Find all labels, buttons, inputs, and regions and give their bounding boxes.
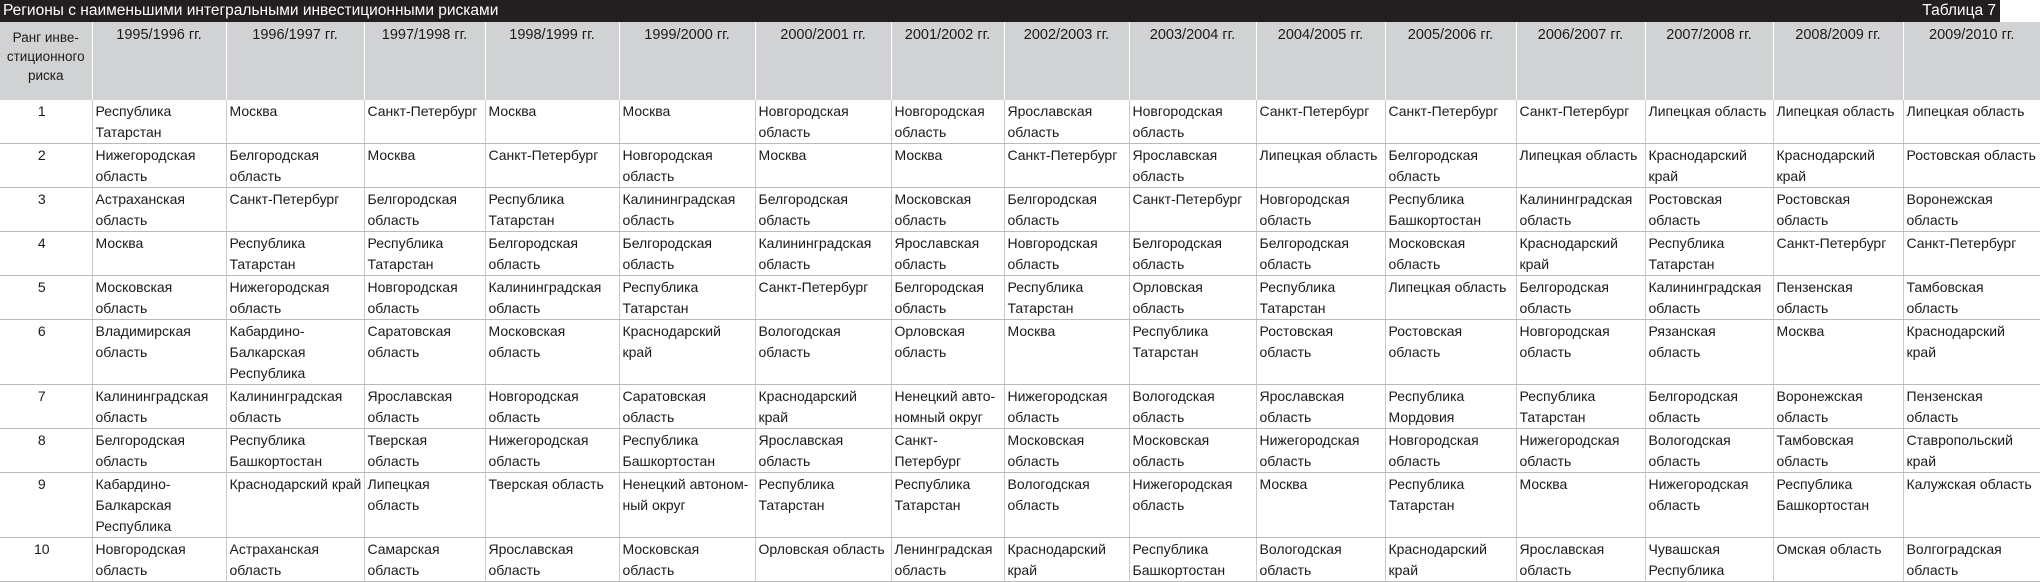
region-cell: Новгородская область — [92, 538, 226, 582]
table-row — [0, 232, 2040, 276]
region-cell: Ростовская область — [1385, 320, 1516, 385]
region-cell: Краснодарский край — [619, 320, 755, 385]
rank-cell: 2 — [0, 144, 92, 188]
region-cell: Волгоградская область — [1903, 538, 2040, 582]
region-cell: Санкт-Петербург — [1004, 144, 1129, 188]
region-cell: Воронежская область — [1903, 188, 2040, 232]
rank-cell: 3 — [0, 188, 92, 232]
region-cell: Москва — [755, 144, 891, 188]
year-column-header: 2000/2001 гг. — [755, 22, 891, 100]
region-cell: Республика Татарстан — [92, 100, 226, 144]
region-cell: Санкт-Петербург — [1516, 100, 1645, 144]
region-cell: Краснодарский край — [1645, 144, 1773, 188]
region-cell: Калининградская область — [1516, 188, 1645, 232]
region-cell: Республика Татарстан — [1256, 276, 1385, 320]
region-cell: Липецкая область — [1773, 100, 1903, 144]
region-cell: Ярославская область — [1516, 538, 1645, 582]
region-cell: Белгородская область — [485, 232, 619, 276]
region-cell: Ростовская область — [1645, 188, 1773, 232]
region-cell: Московская область — [891, 188, 1004, 232]
region-cell: Москва — [92, 232, 226, 276]
region-cell: Краснодарский край — [226, 473, 364, 538]
region-cell: Республика Башкортостан — [226, 429, 364, 473]
region-cell: Республика Татарстан — [755, 473, 891, 538]
region-cell: Нижегородская область — [1256, 429, 1385, 473]
region-cell: Белгородская область — [755, 188, 891, 232]
year-column-header: 2009/2010 гг. — [1903, 22, 2040, 100]
region-cell: Новгородская область — [364, 276, 485, 320]
year-column-header: 1999/2000 гг. — [619, 22, 755, 100]
region-cell: Республика Татарстан — [619, 276, 755, 320]
region-cell: Нижегородская область — [1004, 385, 1129, 429]
region-cell: Санкт-Петербург — [891, 429, 1004, 473]
region-cell: Белгородская область — [1385, 144, 1516, 188]
year-column-header: 1997/1998 гг. — [364, 22, 485, 100]
region-cell: Белгородская область — [92, 429, 226, 473]
region-cell: Белгородская область — [226, 144, 364, 188]
table-row — [0, 320, 2040, 385]
region-cell: Ненецкий авто-номный округ — [891, 385, 1004, 429]
region-cell: Республика Татарстан — [1129, 320, 1256, 385]
title-bar — [0, 0, 2000, 22]
region-cell: Калининградская область — [485, 276, 619, 320]
region-cell: Краснодарский край — [755, 385, 891, 429]
region-cell: Орловская область — [755, 538, 891, 582]
region-cell: Тамбовская область — [1903, 276, 2040, 320]
region-cell: Астраханская область — [226, 538, 364, 582]
region-cell: Республика Башкортостан — [619, 429, 755, 473]
table-row — [0, 188, 2040, 232]
region-cell: Ярославская область — [485, 538, 619, 582]
rank-cell: 4 — [0, 232, 92, 276]
rank-cell: 1 — [0, 100, 92, 144]
region-cell: Краснодарский край — [1385, 538, 1516, 582]
region-cell: Москва — [1516, 473, 1645, 538]
region-cell: Санкт-Петербург — [1773, 232, 1903, 276]
region-cell: Нижегородская область — [1516, 429, 1645, 473]
region-cell: Нижегородская область — [1645, 473, 1773, 538]
region-cell: Белгородская область — [1004, 188, 1129, 232]
region-cell: Саратовская область — [364, 320, 485, 385]
year-column-header: 2002/2003 гг. — [1004, 22, 1129, 100]
region-cell: Вологодская область — [1004, 473, 1129, 538]
region-cell: Нижегородская область — [226, 276, 364, 320]
rank-cell: 8 — [0, 429, 92, 473]
region-cell: Вологодская область — [1645, 429, 1773, 473]
year-column-header: 1996/1997 гг. — [226, 22, 364, 100]
region-cell: Санкт-Петербург — [755, 276, 891, 320]
region-cell: Белгородская область — [1256, 232, 1385, 276]
risk-table — [0, 22, 2040, 582]
region-cell: Вологодская область — [1129, 385, 1256, 429]
region-cell: Ярославская область — [364, 385, 485, 429]
table-row — [0, 144, 2040, 188]
region-cell: Краснодарский край — [1773, 144, 1903, 188]
region-cell: Вологодская область — [755, 320, 891, 385]
region-cell: Республика Татарстан — [1385, 473, 1516, 538]
table-row — [0, 429, 2040, 473]
region-cell: Калининградская область — [92, 385, 226, 429]
year-column-header: 2006/2007 гг. — [1516, 22, 1645, 100]
region-cell: Новгородская область — [891, 100, 1004, 144]
table-number: Таблица 7 — [1922, 2, 1996, 19]
region-cell: Астраханская область — [92, 188, 226, 232]
region-cell: Республика Мордовия — [1385, 385, 1516, 429]
region-cell: Липецкая область — [1645, 100, 1773, 144]
region-cell: Санкт-Петербург — [1129, 188, 1256, 232]
region-cell: Новгородская область — [1256, 188, 1385, 232]
region-cell: Новгородская область — [1004, 232, 1129, 276]
region-cell: Ярославская область — [1004, 100, 1129, 144]
region-cell: Московская область — [1385, 232, 1516, 276]
region-cell: Белгородская область — [1129, 232, 1256, 276]
region-cell: Санкт-Петербург — [1385, 100, 1516, 144]
region-cell: Владимирская область — [92, 320, 226, 385]
rank-cell: 5 — [0, 276, 92, 320]
region-cell: Москва — [1004, 320, 1129, 385]
region-cell: Москва — [1256, 473, 1385, 538]
region-cell: Орловская область — [891, 320, 1004, 385]
region-cell: Новгородская область — [1385, 429, 1516, 473]
region-cell: Санкт-Петербург — [226, 188, 364, 232]
region-cell: Тверская область — [485, 473, 619, 538]
region-cell: Воронежская область — [1773, 385, 1903, 429]
region-cell: Санкт-Петербург — [1903, 232, 2040, 276]
region-cell: Пензенская область — [1903, 385, 2040, 429]
region-cell: Республика Татарстан — [485, 188, 619, 232]
year-column-header: 2004/2005 гг. — [1256, 22, 1385, 100]
region-cell: Московская область — [1129, 429, 1256, 473]
table-header-row — [0, 22, 2040, 100]
region-cell: Ставропольский край — [1903, 429, 2040, 473]
region-cell: Московская область — [485, 320, 619, 385]
region-cell: Ярославская область — [1129, 144, 1256, 188]
table-row — [0, 538, 2040, 582]
rank-cell: 6 — [0, 320, 92, 385]
region-cell: Кабардино-Балкарская Республика — [226, 320, 364, 385]
year-column-header: 2001/2002 гг. — [891, 22, 1004, 100]
region-cell: Ростовская область — [1773, 188, 1903, 232]
region-cell: Республика Башкортостан — [1129, 538, 1256, 582]
region-cell: Республика Татарстан — [1516, 385, 1645, 429]
region-cell: Республика Татарстан — [891, 473, 1004, 538]
region-cell: Тамбовская область — [1773, 429, 1903, 473]
table-row — [0, 385, 2040, 429]
region-cell: Белгородская область — [1645, 385, 1773, 429]
region-cell: Ярославская область — [891, 232, 1004, 276]
region-cell: Чувашская Республика — [1645, 538, 1773, 582]
table-row — [0, 276, 2040, 320]
region-cell: Москва — [619, 100, 755, 144]
table-title: Регионы с наименьшими интегральными инвестиционными рисками — [3, 2, 499, 19]
region-cell: Омская область — [1773, 538, 1903, 582]
region-cell: Нижегородская область — [1129, 473, 1256, 538]
region-cell: Московская область — [619, 538, 755, 582]
rank-column-header: Ранг инве-стиционного риска — [0, 22, 92, 100]
region-cell: Санкт-Петербург — [364, 100, 485, 144]
region-cell: Санкт-Петербург — [485, 144, 619, 188]
region-cell: Калининградская область — [226, 385, 364, 429]
region-cell: Новгородская область — [485, 385, 619, 429]
region-cell: Краснодарский край — [1903, 320, 2040, 385]
region-cell: Липецкая область — [1903, 100, 2040, 144]
region-cell: Москва — [1773, 320, 1903, 385]
region-cell: Москва — [891, 144, 1004, 188]
region-cell: Республика Татарстан — [226, 232, 364, 276]
region-cell: Ненецкий автоном-ный округ — [619, 473, 755, 538]
region-cell: Республика Татарстан — [1004, 276, 1129, 320]
region-cell: Ленинградская область — [891, 538, 1004, 582]
rank-cell: 10 — [0, 538, 92, 582]
region-cell: Новгородская область — [1516, 320, 1645, 385]
region-cell: Новгородская область — [755, 100, 891, 144]
region-cell: Липецкая область — [364, 473, 485, 538]
region-cell: Калининградская область — [1645, 276, 1773, 320]
region-cell: Белгородская область — [619, 232, 755, 276]
rank-cell: 9 — [0, 473, 92, 538]
region-cell: Калининградская область — [755, 232, 891, 276]
table-row — [0, 100, 2040, 144]
region-cell: Ростовская область — [1256, 320, 1385, 385]
region-cell: Липецкая область — [1385, 276, 1516, 320]
region-cell: Республика Башкортостан — [1385, 188, 1516, 232]
region-cell: Московская область — [92, 276, 226, 320]
region-cell: Москва — [485, 100, 619, 144]
region-cell: Ярославская область — [755, 429, 891, 473]
year-column-header: 2005/2006 гг. — [1385, 22, 1516, 100]
region-cell: Республика Татарстан — [364, 232, 485, 276]
region-cell: Москва — [364, 144, 485, 188]
region-cell: Нижегородская область — [92, 144, 226, 188]
region-cell: Кабардино-Балкарская Республика — [92, 473, 226, 538]
region-cell: Новгородская область — [1129, 100, 1256, 144]
region-cell: Краснодарский край — [1004, 538, 1129, 582]
region-cell: Республика Башкортостан — [1773, 473, 1903, 538]
region-cell: Санкт-Петербург — [1256, 100, 1385, 144]
year-column-header: 1998/1999 гг. — [485, 22, 619, 100]
year-column-header: 2008/2009 гг. — [1773, 22, 1903, 100]
region-cell: Липецкая область — [1516, 144, 1645, 188]
region-cell: Москва — [226, 100, 364, 144]
region-cell: Новгородская область — [619, 144, 755, 188]
region-cell: Белгородская область — [364, 188, 485, 232]
year-column-header: 1995/1996 гг. — [92, 22, 226, 100]
region-cell: Липецкая область — [1256, 144, 1385, 188]
region-cell: Республика Татарстан — [1645, 232, 1773, 276]
region-cell: Краснодарский край — [1516, 232, 1645, 276]
region-cell: Вологодская область — [1256, 538, 1385, 582]
region-cell: Тверская область — [364, 429, 485, 473]
region-cell: Белгородская область — [891, 276, 1004, 320]
region-cell: Самарская область — [364, 538, 485, 582]
region-cell: Рязанская область — [1645, 320, 1773, 385]
region-cell: Нижегородская область — [485, 429, 619, 473]
region-cell: Калининградская область — [619, 188, 755, 232]
region-cell: Орловская область — [1129, 276, 1256, 320]
region-cell: Калужская область — [1903, 473, 2040, 538]
table-row — [0, 473, 2040, 538]
year-column-header: 2003/2004 гг. — [1129, 22, 1256, 100]
rank-cell: 7 — [0, 385, 92, 429]
region-cell: Ярославская область — [1256, 385, 1385, 429]
year-column-header: 2007/2008 гг. — [1645, 22, 1773, 100]
region-cell: Ростовская область — [1903, 144, 2040, 188]
region-cell: Белгородская область — [1516, 276, 1645, 320]
region-cell: Саратовская область — [619, 385, 755, 429]
region-cell: Пензенская область — [1773, 276, 1903, 320]
region-cell: Московская область — [1004, 429, 1129, 473]
